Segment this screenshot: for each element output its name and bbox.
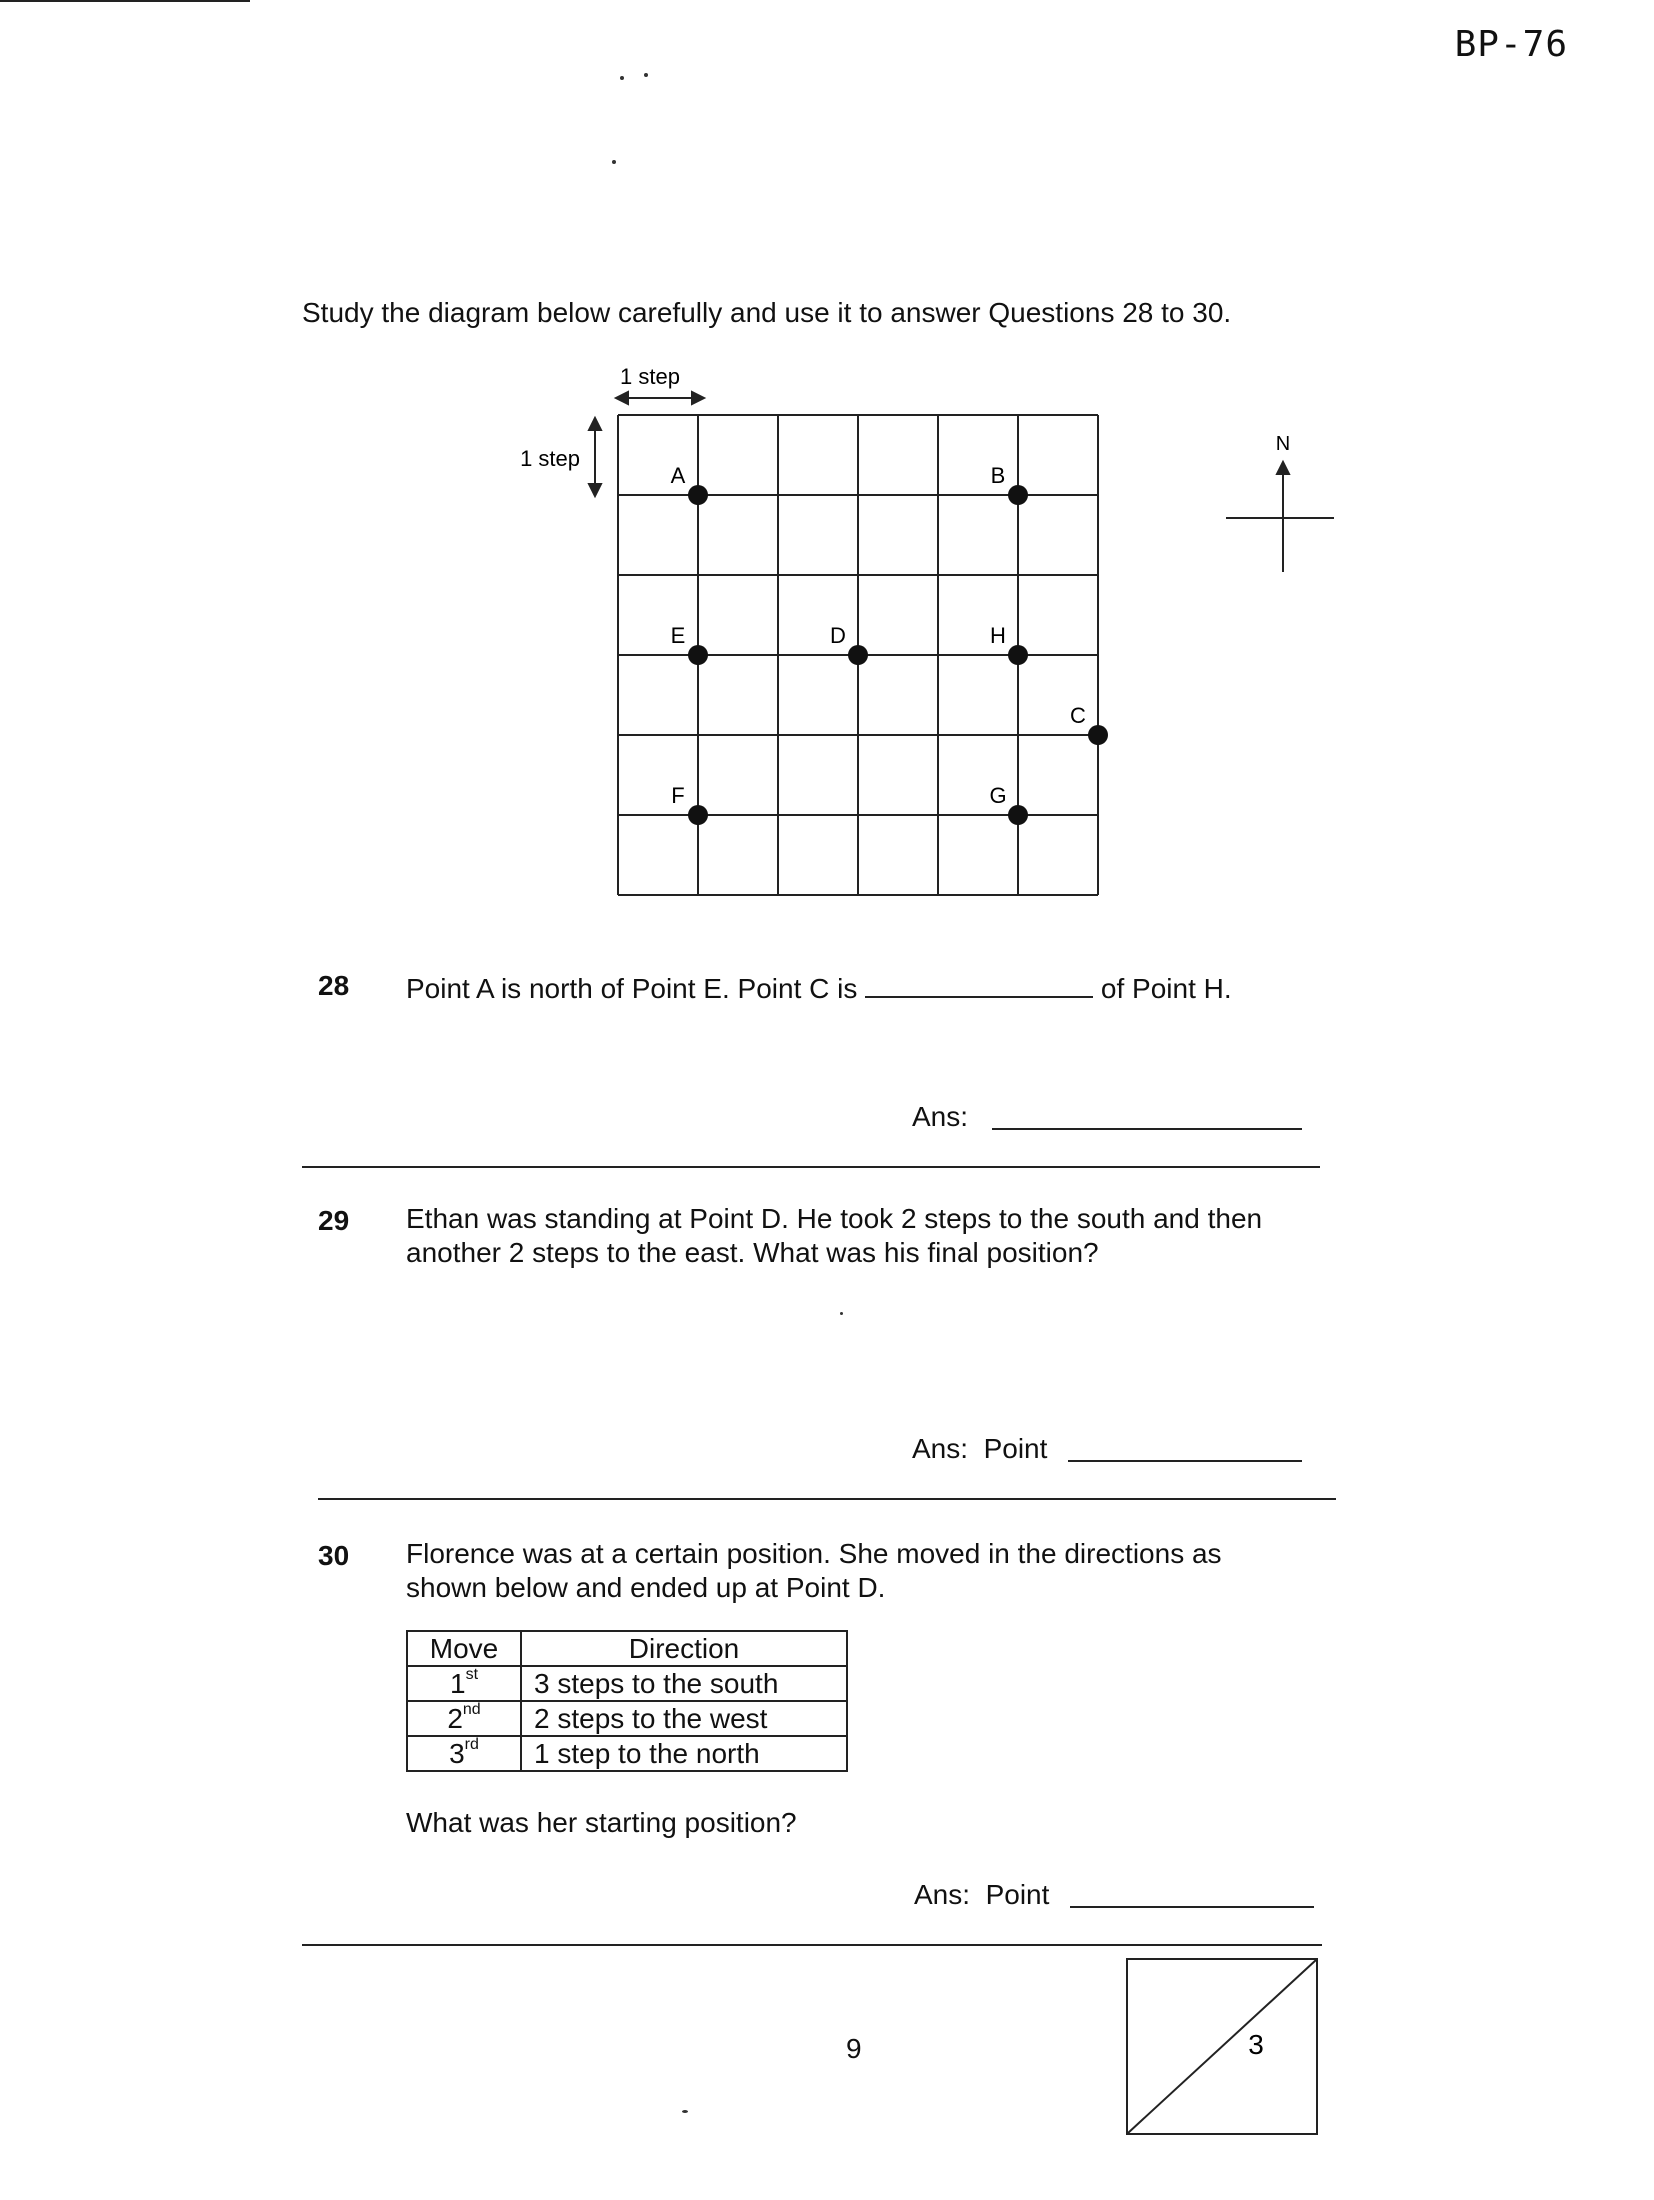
move-ordinal-suffix: st [465, 1666, 479, 1683]
point-marker-f [688, 805, 708, 825]
answer-label-28: Ans: [912, 1101, 969, 1132]
divider-29 [318, 1498, 1336, 1500]
point-label-d: D [830, 623, 846, 648]
move-cell [407, 1701, 521, 1736]
point-marker-a [688, 485, 708, 505]
question-number-28: 28 [318, 970, 350, 1001]
question-30-line-1: Florence was at a certain position. She moved in the directions as [406, 1538, 1222, 1569]
step-label-left: 1 step [520, 446, 580, 471]
marks-value: 3 [1248, 2029, 1264, 2060]
point-label-a: A [670, 463, 686, 488]
question-number-29: 29 [318, 1205, 350, 1236]
question-28-text-after: of Point H. [1100, 973, 1232, 1004]
point-marker-b [1008, 485, 1028, 505]
move-cell [407, 1736, 521, 1771]
move-ordinal-suffix: nd [462, 1701, 481, 1718]
answer-label-30: Ans: Point [914, 1879, 1050, 1910]
marks-box [1126, 1958, 1320, 2138]
compass-icon [1226, 462, 1334, 572]
step-arrow-vertical [589, 418, 601, 496]
moves-header-move: Move [407, 1631, 521, 1666]
moves-table-header-row [407, 1631, 847, 1666]
point-marker-h [1008, 645, 1028, 665]
scan-speck [644, 73, 648, 77]
question-number-30: 30 [318, 1540, 350, 1571]
question-30-prompt: What was her starting position? [406, 1807, 797, 1838]
intro-text: Study the diagram below carefully and use it to answer Questions 28 to 30. [302, 297, 1232, 328]
divider-28 [302, 1166, 1320, 1168]
point-label-h: H [990, 623, 1006, 648]
top-edge-line [0, 0, 250, 2]
divider-30 [302, 1944, 1322, 1946]
question-29-line-2: another 2 steps to the east. What was his final position? [406, 1237, 1099, 1268]
direction-cell: 1 step to the north [521, 1736, 847, 1771]
move-number: 1 [449, 1668, 466, 1699]
compass-north-label: N [1275, 433, 1291, 455]
grid-points [671, 463, 1108, 825]
direction-cell: 3 steps to the south [521, 1666, 847, 1701]
moves-header-direction: Direction [521, 1631, 847, 1666]
point-label-b: B [990, 463, 1006, 488]
point-label-c: C [1070, 703, 1086, 728]
answer-blank-28[interactable] [992, 1104, 1302, 1130]
question-30-line-2: shown below and ended up at Point D. [406, 1572, 886, 1603]
question-28-text-before: Point A is north of Point E. Point C is [406, 973, 858, 1004]
moves-table [406, 1630, 848, 1772]
answer-label-29: Ans: Point [912, 1433, 1048, 1464]
table-row [407, 1701, 847, 1736]
scan-speck [682, 2110, 688, 2113]
question-28-text [406, 968, 1232, 1006]
answer-blank-30[interactable] [1070, 1882, 1314, 1908]
point-label-e: E [670, 623, 686, 648]
step-arrow-horizontal [616, 392, 704, 404]
grid-diagram [490, 355, 1370, 915]
point-marker-c [1088, 725, 1108, 745]
move-number: 2 [447, 1703, 463, 1734]
question-29-line-1: Ethan was standing at Point D. He took 2 steps to the south and then [406, 1203, 1263, 1234]
point-marker-d [848, 645, 868, 665]
scan-speck [840, 1312, 843, 1315]
point-label-f: F [671, 783, 685, 808]
point-marker-g [1008, 805, 1028, 825]
move-ordinal-suffix: rd [464, 1736, 479, 1753]
table-row [407, 1666, 847, 1701]
page-number: 9 [846, 2033, 862, 2064]
document-code: BP-76 [1454, 24, 1568, 65]
step-label-top: 1 step [620, 364, 680, 389]
move-cell [407, 1666, 521, 1701]
scan-speck [612, 160, 616, 164]
point-label-g: G [989, 783, 1007, 808]
move-number: 3 [449, 1738, 465, 1769]
direction-cell: 2 steps to the west [521, 1701, 847, 1736]
scan-speck [620, 76, 624, 80]
answer-blank-29[interactable] [1068, 1436, 1302, 1462]
point-marker-e [688, 645, 708, 665]
table-row [407, 1736, 847, 1771]
question-28-inline-blank[interactable] [865, 968, 1093, 998]
